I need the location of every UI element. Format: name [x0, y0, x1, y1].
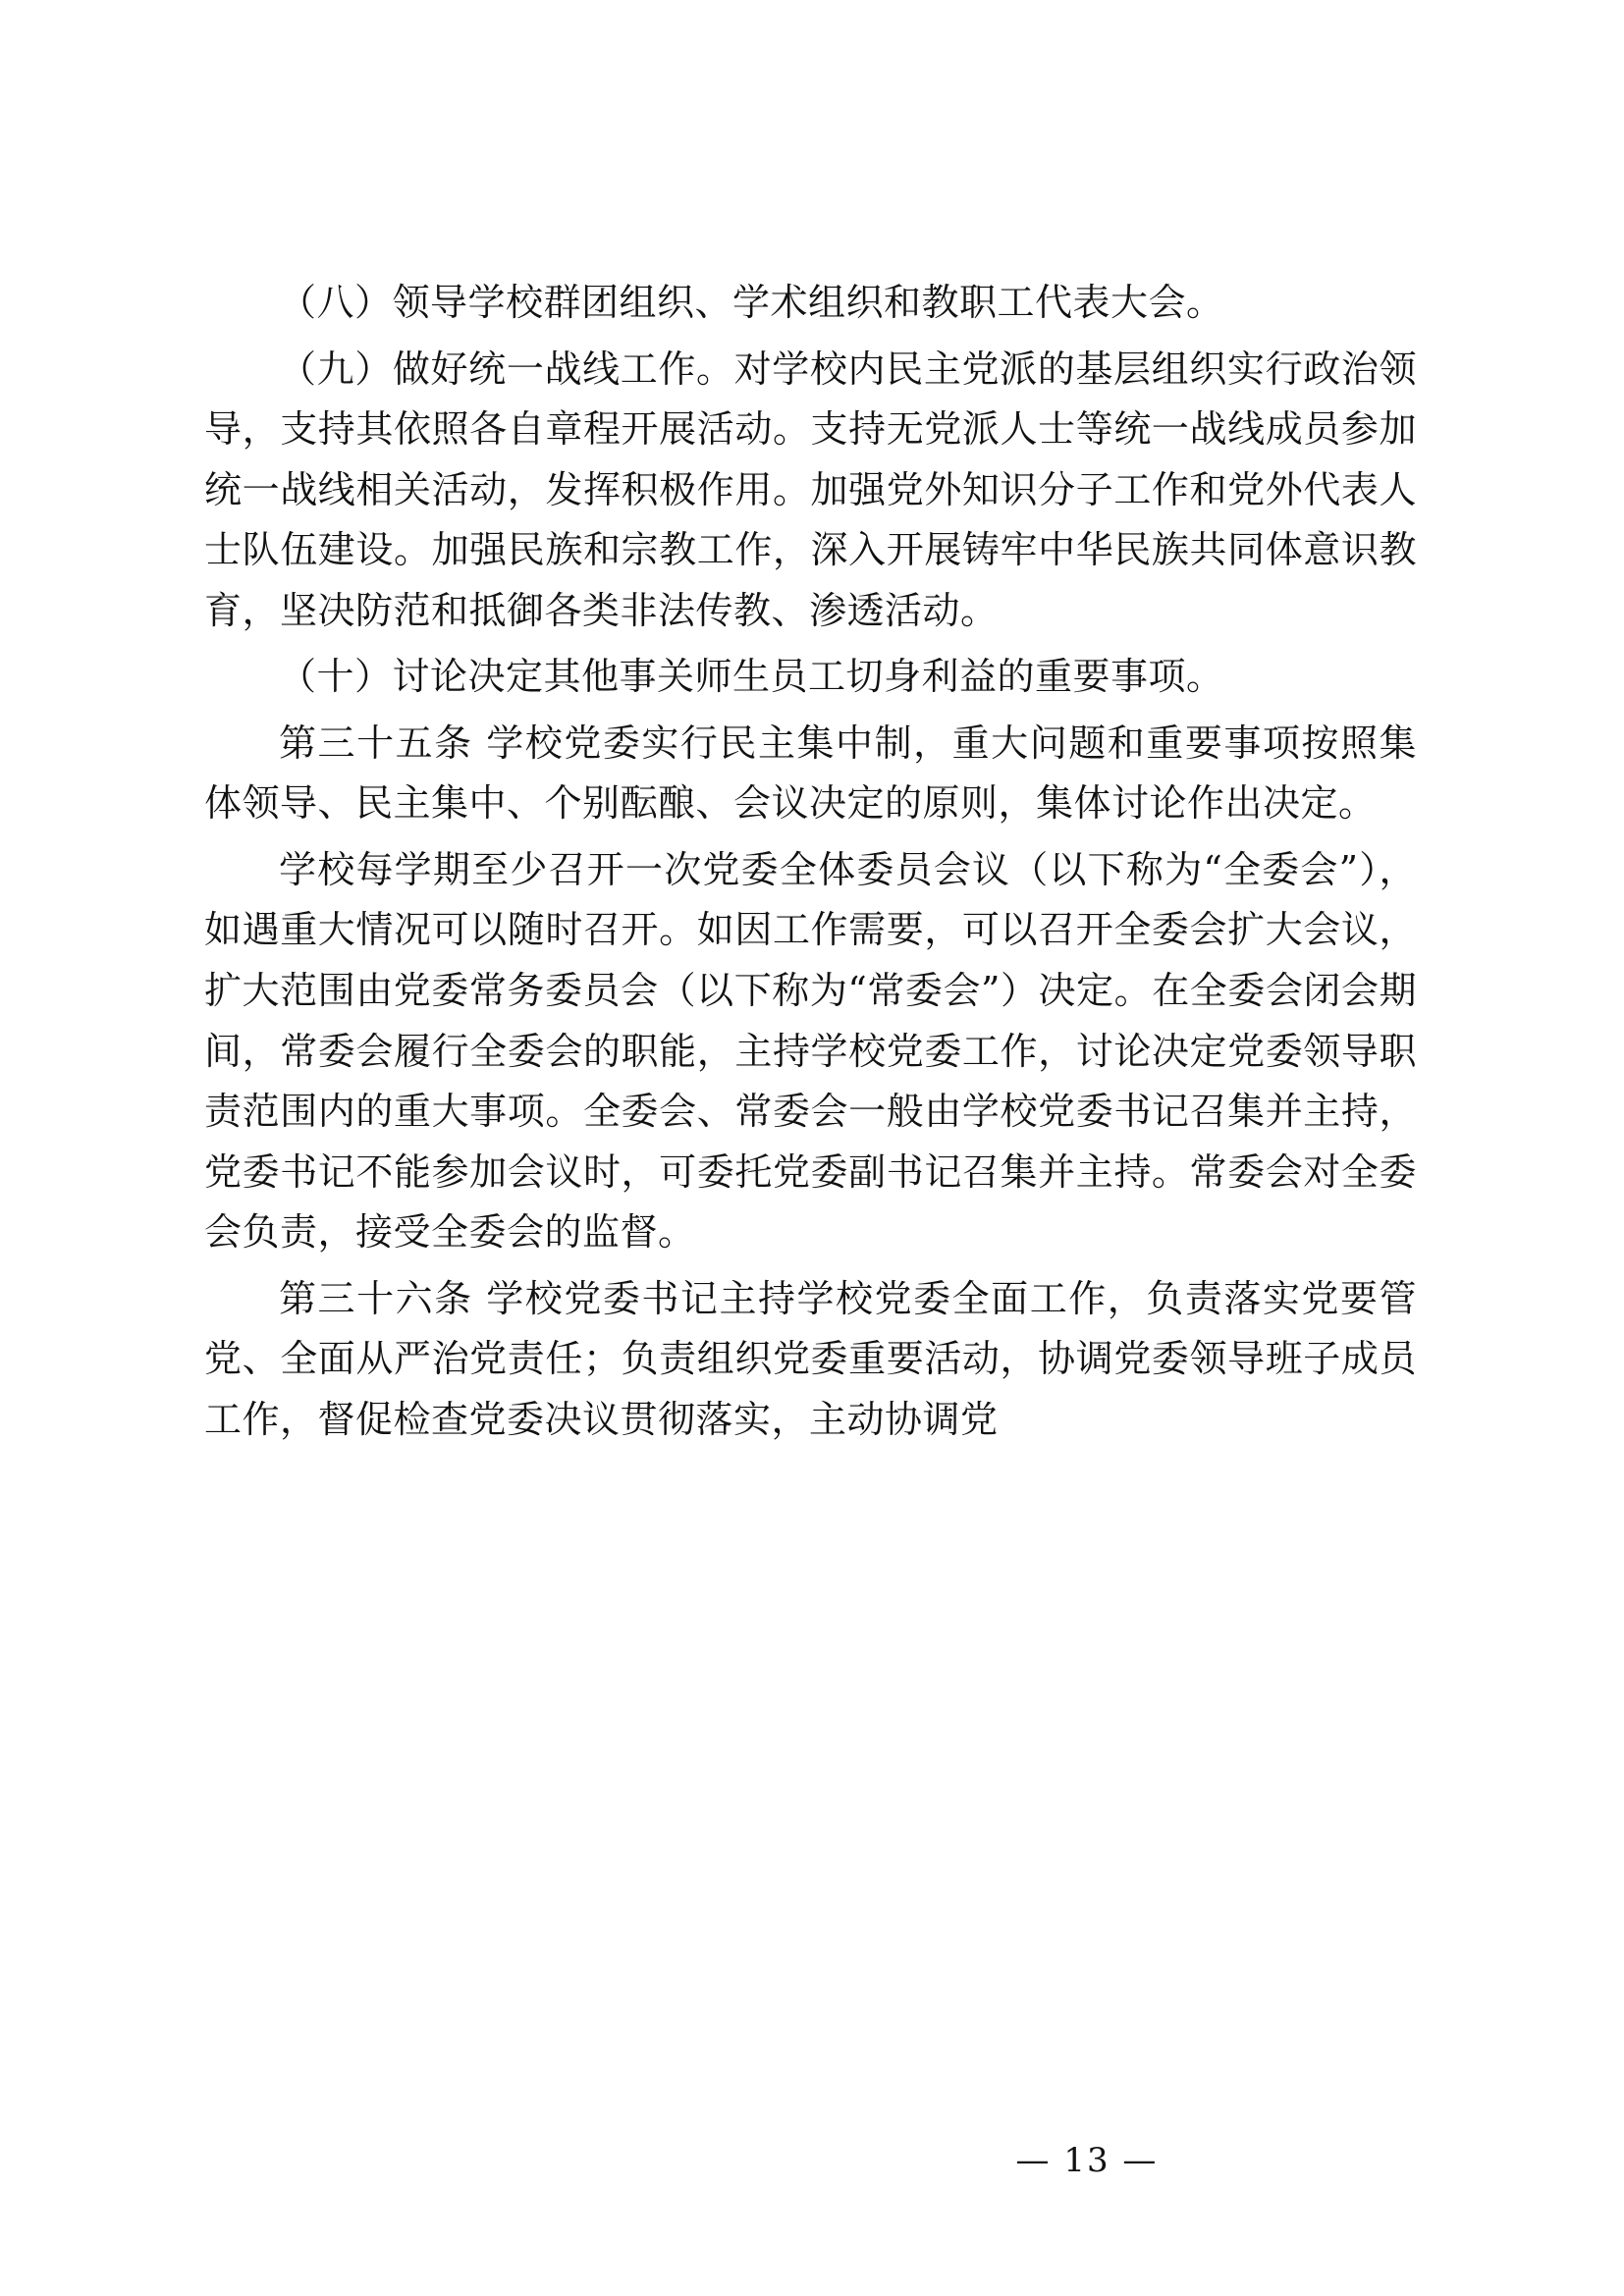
paragraph-item-8: （八）领导学校群团组织、学术组织和教职工代表大会。	[279, 281, 1224, 324]
paragraph-item-10: （十）讨论决定其他事关师生员工切身利益的重要事项。	[279, 655, 1224, 699]
paragraph-item-9: （九）做好统一战线工作。对学校内民主党派的基层组织实行政治领导，支持其依照各自章程开展活动。支持无党派人士等统一战线成员参加统一战线相关活动，发挥积极作用。加强党外知识分子工作和党外代表人士队伍建设。加强民族和宗教工作，深入开展铸牢中华民族共同体意识教育，坚决防范和抵御各类非法传教、渗透活动。	[204, 347, 1417, 632]
page-number: — 13 —	[1015, 2141, 1159, 2180]
paragraph-article-35-detail: 学校每学期至少召开一次党委全体委员会议（以下称为“全委会”），如遇重大情况可以随时召开。如因工作需要，可以召开全委会扩大会议，扩大范围由党委常务委员会（以下称为“常委会”）决定。在全委会闭会期间，常委会履行全委会的职能，主持学校党委工作，讨论决定党委领导职责范围内的重大事项。全委会、常委会一般由学校党委书记召集并主持，党委书记不能参加会议时，可委托党委副书记召集并主持。常委会对全委会负责，接受全委会的监督。	[204, 847, 1417, 1255]
paragraph-article-36: 第三十六条 学校党委书记主持学校党委全面工作，负责落实党要管党、全面从严治党责任；负责组织党委重要活动，协调党委领导班子成员工作，督促检查党委决议贯彻落实，主动协调党	[204, 1276, 1417, 1441]
document-body	[204, 273, 1417, 1456]
paragraph-article-35: 第三十五条 学校党委实行民主集中制，重大问题和重要事项按照集体领导、民主集中、个别酝酿、会议决定的原则，集体讨论作出决定。	[204, 721, 1417, 826]
